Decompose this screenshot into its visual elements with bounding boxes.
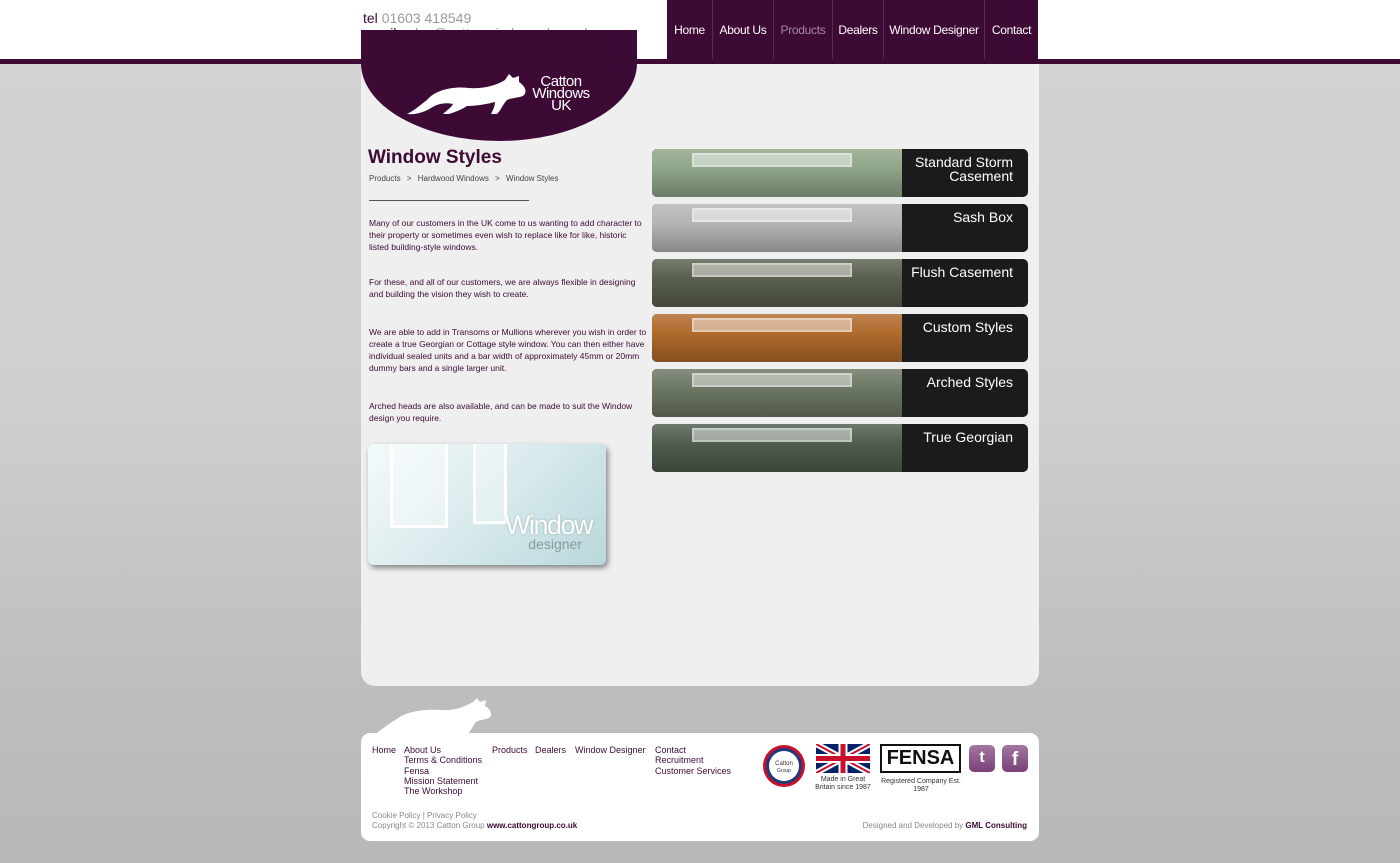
breadcrumb [369,174,562,183]
footer-link-recruitment[interactable]: Recruitment [655,755,704,766]
designed-by-text: Designed and Developed by [862,821,964,830]
cat-logo-icon[interactable] [405,72,530,116]
nav-contact[interactable]: Contact [991,23,1032,37]
window-designer-banner[interactable] [368,444,606,565]
intro-paragraph-1: Many of our customers in the UK come to us wanting to add character to their property or sometimes even wish to replace like for like, historic listed building-style windows. [369,218,642,252]
style-card-label: Standard Storm Casement [914,154,1013,184]
style-card-image [652,259,902,307]
style-card-label: Arched Styles [926,374,1013,390]
window-designer-title: Window [504,510,592,540]
title-divider [369,200,529,201]
style-card-image [652,369,902,417]
window-pane-graphic [692,318,852,332]
footer-link-contact[interactable]: Contact [655,745,687,755]
page-title: Window Styles [368,147,502,168]
tel-label: tel [363,10,378,26]
intro-paragraph-3: We are able to add in Transoms or Mullions wherever you wish in order to create a true Georgian or Cottage style window. You can then either have individual sealed units and a bar width of approximately 45mm or 20mm dummy bars and a single larger unit. [369,327,647,373]
fensa-caption: Registered Company Est. 1987 [881,778,961,793]
footer-col-contact [655,745,731,776]
style-card[interactable] [652,259,1028,307]
nav-home[interactable]: Home [667,0,713,59]
main-nav [667,0,1038,64]
footer-cat-icon [373,697,495,735]
privacy-policy-link[interactable]: Privacy Policy [427,811,477,820]
style-card-image [652,424,902,472]
footer-link-workshop[interactable]: The Workshop [404,786,463,797]
tel-value[interactable]: 01603 418549 [381,10,472,26]
style-card-image [652,204,902,252]
developer-credit [863,821,1027,830]
catton-group-badge[interactable] [762,744,806,788]
window-designer-subtitle: designer [528,536,582,552]
footer-link-products[interactable]: Products [492,745,528,755]
nav-dealers[interactable]: Dealers [833,0,884,59]
window-pane-graphic [692,263,852,277]
policy-links [372,811,477,820]
twitter-icon[interactable]: t [969,745,995,772]
breadcrumb-products[interactable]: Products [369,174,401,183]
window-pane-graphic [692,153,852,167]
footer-link-mission[interactable]: Mission Statement [404,775,479,786]
flag-caption: Made in Great Britain since 1987 [815,776,871,791]
style-card-image [652,314,902,362]
window-pane-graphic [692,373,852,387]
footer-link-home[interactable]: Home [372,745,397,755]
style-card-label: Flush Casement [911,264,1013,280]
footer-col-window-designer [575,745,646,755]
breadcrumb-separator: > [406,174,412,183]
logo-text [525,73,597,114]
style-card[interactable] [652,424,1028,472]
footer-link-terms[interactable]: Terms & Conditions [404,755,483,766]
union-flag-icon [816,744,870,773]
window-pane-graphic [692,428,852,442]
policy-separator: | [422,811,425,820]
banner-window-graphic [473,444,507,524]
footer-col-dealers [535,745,566,755]
footer-col-home [372,745,396,755]
cookie-policy-link[interactable]: Cookie Policy [372,811,421,820]
breadcrumb-separator: > [495,174,500,183]
style-card-label: Custom Styles [922,319,1013,335]
catton-badge-line-2: Group [777,768,791,774]
footer-link-customer-services[interactable]: Customer Services [655,765,732,776]
copyright-text: Copyright © 2013 Catton Group [372,821,485,830]
breadcrumb-hardwood-windows[interactable]: Hardwood Windows [417,174,489,183]
footer-col-products [492,745,528,755]
footer-link-fensa[interactable]: Fensa [404,765,430,776]
style-card-image [652,149,902,197]
footer-link-window-designer[interactable]: Window Designer [575,745,646,755]
style-card[interactable] [652,314,1028,362]
fensa-logo[interactable]: FENSA [880,744,961,773]
style-card-label: Sash Box [953,209,1013,225]
nav-about-us[interactable]: About Us [713,0,774,59]
footer-link-dealers[interactable]: Dealers [535,745,567,755]
intro-paragraph-2: For these, and all of our customers, we are always flexible in designing and building the vision they wish to create. [369,277,636,299]
facebook-icon[interactable]: f [1002,745,1028,772]
catton-badge-line-1: Catton [775,761,793,767]
copyright [372,821,577,830]
footer-link-about-us[interactable]: About Us [404,745,442,755]
banner-window-graphic [390,444,448,528]
logo-line-3: UK [551,97,571,114]
logo-line-1: Catton [540,73,582,90]
footer-col-about [404,745,482,796]
breadcrumb-window-styles: Window Styles [506,174,559,183]
nav-products[interactable]: Products [774,0,833,59]
logo-line-2: Windows [532,85,590,102]
gml-consulting-link[interactable]: GML Consulting [965,821,1027,830]
catton-group-link[interactable]: www.cattongroup.co.uk [486,821,578,830]
style-card[interactable] [652,149,1028,197]
style-card[interactable] [652,204,1028,252]
style-card[interactable] [652,369,1028,417]
style-card-label: True Georgian [923,429,1013,445]
nav-window-designer[interactable]: Window Designer [884,0,985,59]
intro-paragraph-4: Arched heads are also available, and can be made to suit the Window design you require. [369,401,633,423]
window-pane-graphic [692,208,852,222]
